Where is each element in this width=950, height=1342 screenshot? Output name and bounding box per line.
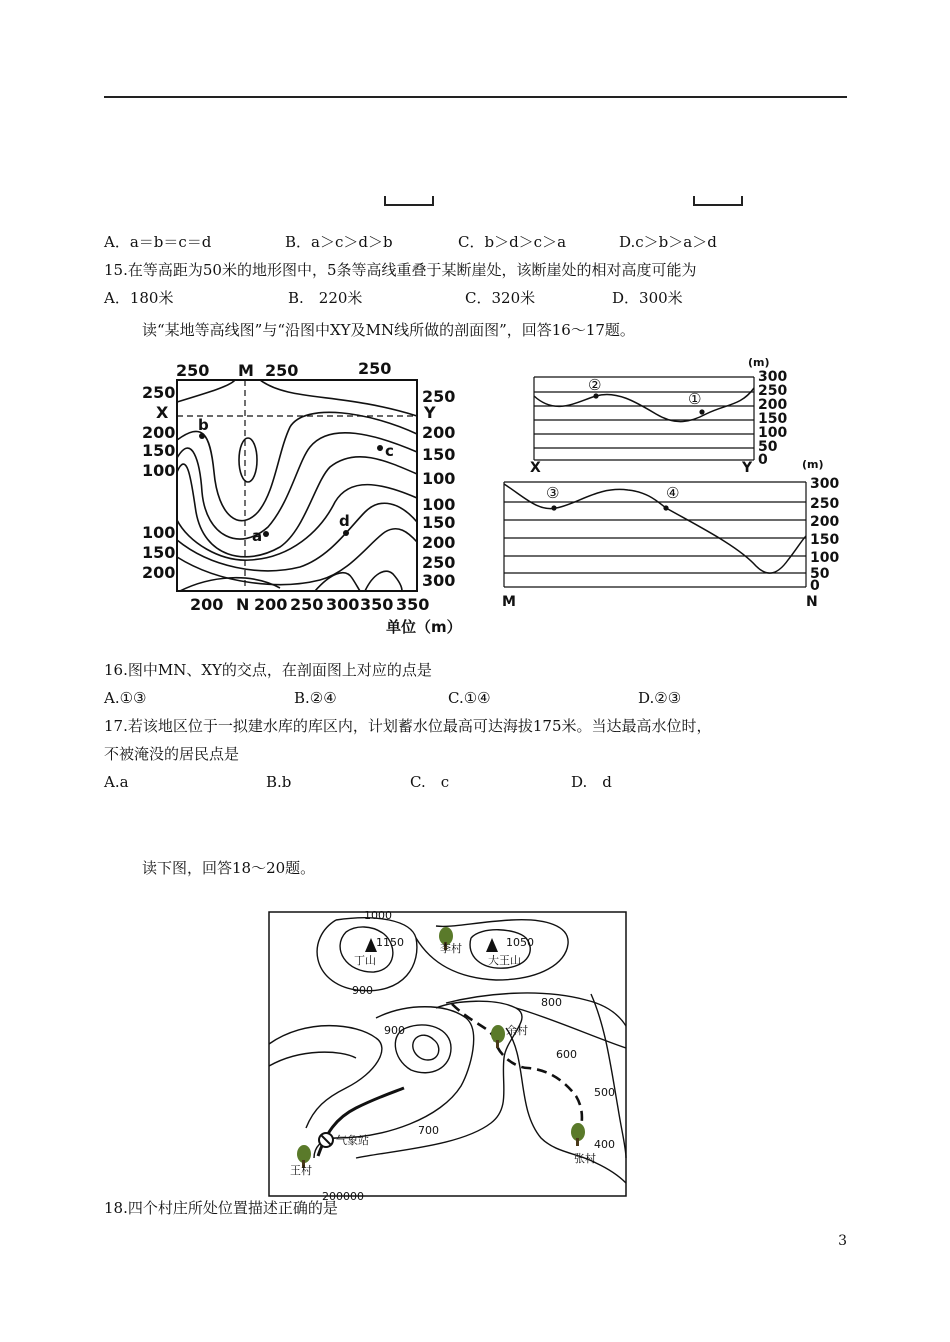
- marker-circled: ④: [666, 484, 680, 502]
- tick-label: 150: [758, 411, 788, 427]
- q17-option-b: B.b: [266, 773, 292, 791]
- tick-label: 200: [758, 397, 788, 413]
- unit-caption: 单位（m）: [386, 618, 462, 636]
- village-topo-map: [266, 908, 630, 1203]
- intro-18-20: 读下图，回答18～20题。: [142, 859, 316, 877]
- contour-line: [516, 1008, 626, 1048]
- unit-label: (m): [748, 356, 770, 369]
- contour-line: [413, 1035, 439, 1060]
- scale-label: 200000: [322, 1190, 364, 1203]
- contour-label: 1050: [506, 936, 534, 949]
- contour-line: [269, 1026, 382, 1128]
- q16-option-a: A.①③: [104, 689, 147, 707]
- contour-label: 800: [541, 996, 562, 1009]
- peak-name: 丁山: [354, 954, 376, 967]
- q16-stem: 16.图中MN、XY的交点，在剖面图上对应的点是: [104, 661, 432, 679]
- q15-option-a: A．180米: [104, 289, 174, 307]
- right-label: Y: [424, 403, 436, 422]
- point-label: d: [339, 512, 350, 530]
- village-icon: [491, 1025, 505, 1048]
- left-label: 200: [142, 423, 176, 442]
- contour-label: 900: [352, 984, 373, 997]
- marker-circled: ③: [546, 484, 560, 502]
- contour-line: [177, 412, 417, 520]
- q17-stem-line1: 17.若该地区位于一拟建水库的库区内，计划蓄水位最高可达海拔175米。当达最高水位时，: [104, 717, 712, 735]
- point-a: [263, 531, 269, 537]
- contour-line: [356, 1001, 522, 1158]
- right-label: 100: [422, 495, 456, 514]
- contour-line: [177, 380, 235, 402]
- top-label: M: [238, 361, 254, 380]
- contour-label: 400: [594, 1138, 615, 1151]
- tick-label: 200: [810, 514, 840, 530]
- end-label-m: M: [502, 594, 516, 610]
- tick-label: 0: [758, 452, 768, 468]
- point-label: b: [198, 416, 209, 434]
- contour-label: 500: [594, 1086, 615, 1099]
- point-label: a: [252, 527, 263, 545]
- right-label: 200: [422, 533, 456, 552]
- profile-point: [551, 505, 556, 510]
- q17-option-a: A.a: [104, 773, 129, 791]
- answer-bracket-left: [384, 196, 434, 206]
- top-label: 250: [176, 361, 210, 380]
- left-label: 100: [142, 523, 176, 542]
- q15-stem: 15.在等高距为50米的地形图中，5条等高线重叠于某断崖处，该断崖处的相对高度可能为: [104, 261, 697, 279]
- bottom-label: 200: [254, 595, 288, 614]
- tick-label: 100: [758, 425, 788, 441]
- mn-profile-figure: [498, 456, 848, 612]
- station-icon: [319, 1133, 333, 1147]
- left-label: X: [156, 403, 169, 422]
- point-c: [377, 445, 383, 451]
- contour-label: 1150: [376, 936, 404, 949]
- end-label-n: N: [806, 594, 818, 610]
- tick-label: 0: [810, 578, 820, 594]
- tick-label: 300: [810, 476, 840, 492]
- left-label: 200: [142, 563, 176, 582]
- right-label: 150: [422, 445, 456, 464]
- right-label: 250: [422, 387, 456, 406]
- q15-option-c: C．320米: [465, 289, 536, 307]
- tick-label: 300: [758, 369, 788, 385]
- left-label: 150: [142, 441, 176, 460]
- village-name: 余村: [506, 1024, 528, 1037]
- bottom-label: 350: [360, 595, 394, 614]
- bottom-label: 350: [396, 595, 430, 614]
- q15-option-b: B. 220米: [288, 289, 363, 307]
- intro-16-17: 读“某地等高线图”与“沿图中XY及MN线所做的剖面图”，回答16～17题。: [142, 321, 635, 339]
- q16-option-b: B.②④: [294, 689, 337, 707]
- tick-label: 50: [810, 566, 830, 582]
- contour-label: 600: [556, 1048, 577, 1061]
- right-label: 200: [422, 423, 456, 442]
- page-number: 3: [838, 1233, 847, 1249]
- top-label: 250: [358, 359, 392, 378]
- right-label: 300: [422, 571, 456, 590]
- q14-option-b: B．a＞c＞d＞b: [285, 233, 393, 251]
- end-label-x: X: [530, 460, 541, 476]
- closed-contour: [239, 438, 257, 482]
- xy-profile-curve: [534, 388, 754, 422]
- q18-stem: 18.四个村庄所处位置描述正确的是: [104, 1199, 338, 1217]
- contour-line: [260, 380, 417, 416]
- left-label: 150: [142, 543, 176, 562]
- bottom-label: 200: [190, 595, 224, 614]
- point-d: [343, 530, 349, 536]
- marker-circled: ①: [688, 390, 702, 408]
- contour-line: [177, 485, 417, 561]
- point-label: c: [385, 442, 394, 460]
- q17-option-d: D. d: [571, 773, 612, 791]
- profile-point: [699, 409, 704, 414]
- bottom-label: 300: [326, 595, 360, 614]
- contour-line: [177, 529, 417, 585]
- q15-option-d: D．300米: [612, 289, 683, 307]
- contour-line: [365, 571, 402, 591]
- q16-option-d: D.②③: [638, 689, 682, 707]
- village-icon: [571, 1123, 585, 1146]
- village-name: 张村: [574, 1152, 596, 1165]
- top-label: 250: [265, 361, 299, 380]
- village-name: 王村: [290, 1164, 312, 1177]
- answer-bracket-right: [693, 196, 743, 206]
- profile-point: [593, 393, 598, 398]
- profile-point: [663, 505, 668, 510]
- q16-option-c: C.①④: [448, 689, 491, 707]
- contour-map-figure: [140, 352, 470, 642]
- contour-line: [315, 573, 360, 591]
- contour-line: [269, 1052, 356, 1066]
- tick-label: 50: [758, 439, 778, 455]
- contour-line: [177, 503, 417, 571]
- end-label-y: Y: [742, 460, 753, 476]
- contour-label: 1000: [364, 909, 392, 922]
- bottom-label: N: [236, 595, 250, 614]
- contour-label: 700: [418, 1124, 439, 1137]
- peak-name: 大王山: [488, 954, 521, 967]
- contour-label: 900: [384, 1024, 405, 1037]
- tick-label: 150: [810, 532, 840, 548]
- marker-circled: ②: [588, 376, 602, 394]
- q14-option-a: A．a＝b＝c＝d: [104, 233, 212, 251]
- header-rule: [104, 96, 847, 98]
- q14-option-d: D.c＞b＞a＞d: [619, 233, 717, 251]
- left-label: 250: [142, 383, 176, 402]
- tick-label: 250: [758, 383, 788, 399]
- peak-icon: [486, 938, 498, 952]
- right-label: 250: [422, 553, 456, 572]
- bottom-label: 250: [290, 595, 324, 614]
- unit-label: (m): [802, 458, 824, 471]
- right-label: 100: [422, 469, 456, 488]
- village-name: 李村: [440, 942, 462, 955]
- station-label: 气象站: [336, 1134, 369, 1147]
- tick-label: 250: [810, 496, 840, 512]
- q14-option-c: C．b＞d＞c＞a: [458, 233, 567, 251]
- contour-line: [446, 993, 626, 1026]
- q17-stem-line2: 不被淹没的居民点是: [104, 745, 240, 763]
- q17-option-c: C. c: [410, 773, 450, 791]
- left-label: 100: [142, 461, 176, 480]
- right-label: 150: [422, 513, 456, 532]
- tick-label: 100: [810, 550, 840, 566]
